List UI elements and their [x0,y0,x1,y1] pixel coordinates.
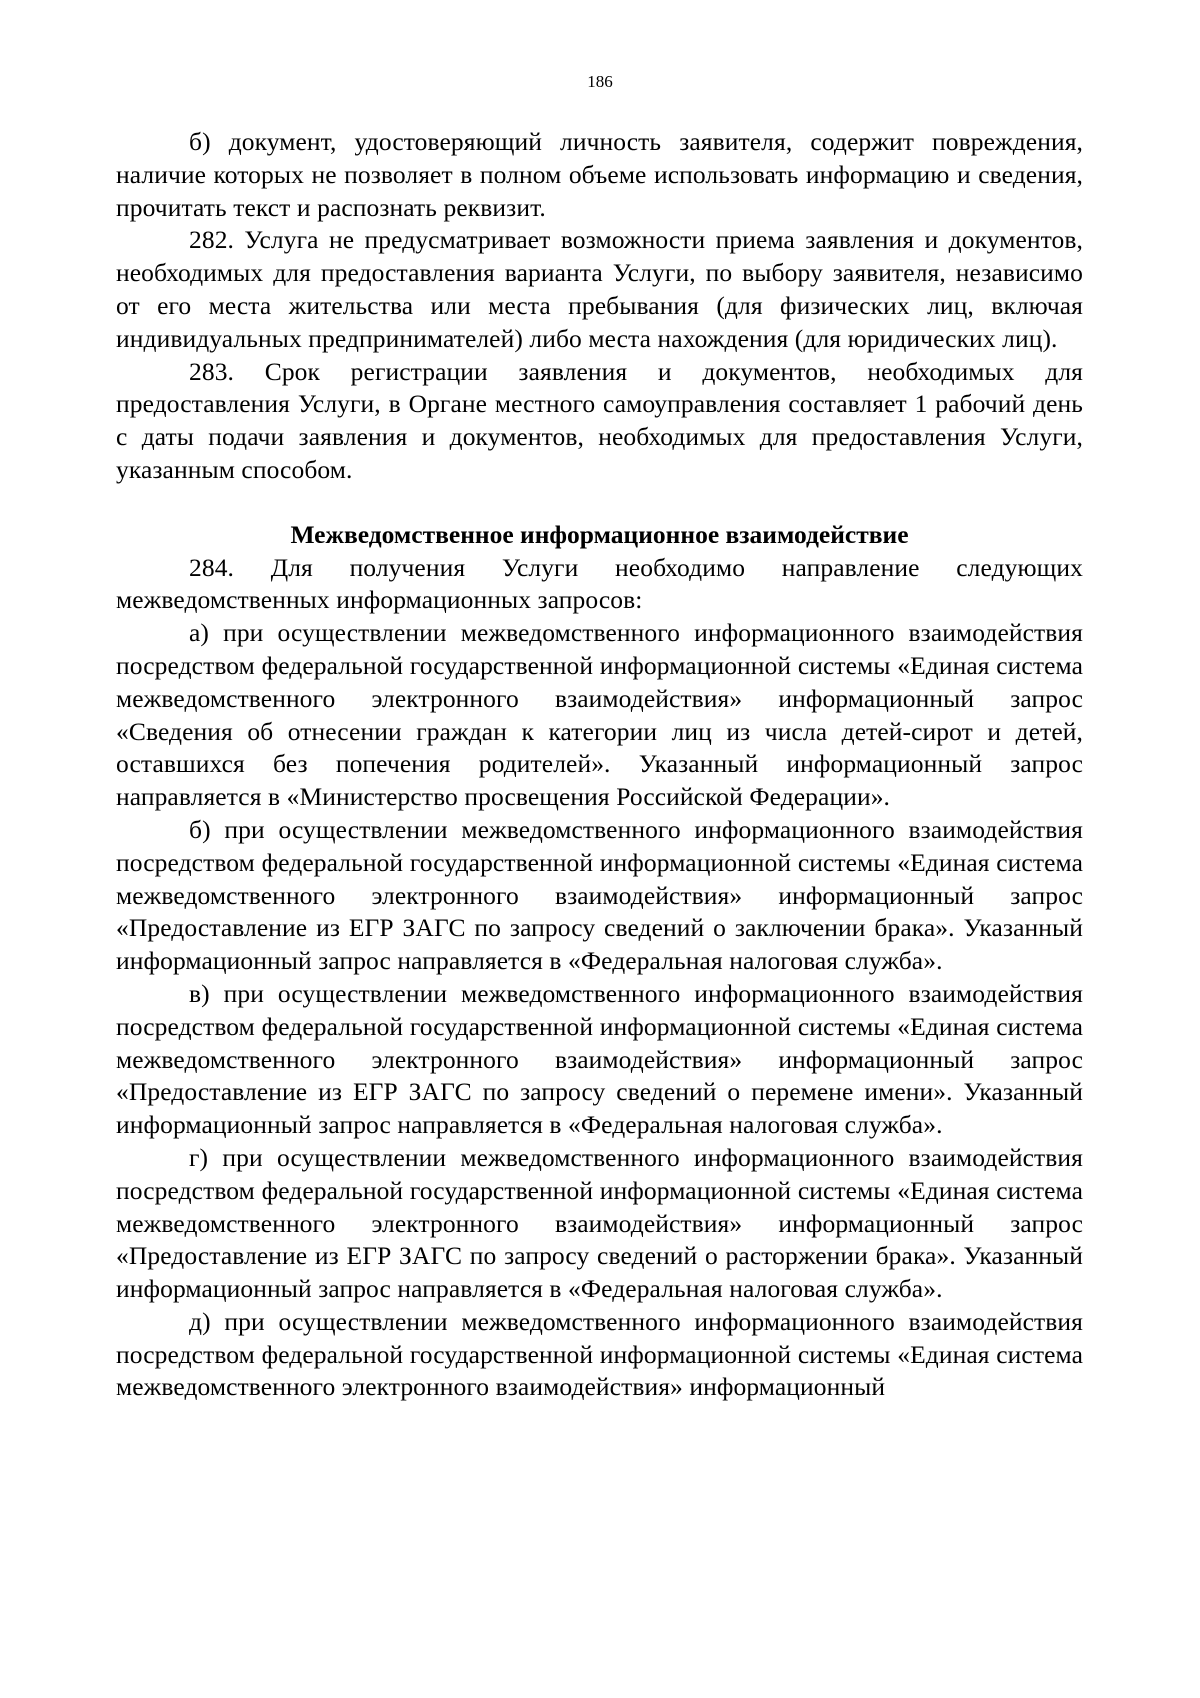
paragraph-284-a: а) при осуществлении межведомственного информационного взаимодействия посредством федеральной государственной информационной системы «Единая система межведомственного электронного взаимодействия» информационный запрос «Сведения об отнесении граждан к категории лиц из числа детей-сирот и детей, оставшихся без попечения родителей». Указанный информационный запрос направляется в «Министерство просвещения Российской Федерации». [116,618,1083,812]
paragraph-284-d: д) при осуществлении межведомственного информационного взаимодействия посредством федеральной государственной информационной системы «Единая система межведомственного электронного взаимодействия» информационный [116,1306,1083,1402]
paragraph-b-identity-document: б) документ, удостоверяющий личность заявителя, содержит повреждения, наличие которых не позволяет в полном объеме использовать информацию и сведения, прочитать текст и распознать реквизит. [116,127,1083,222]
section-heading: Межведомственное информационное взаимодействие [290,519,909,549]
paragraph-283: 283. Срок регистрации заявления и документов, необходимых для предоставления Услуги, в Органе местного самоуправления составляет 1 рабочий день с даты подачи заявления и документов, необходимых для предоставления Услуги, указанным способом. [116,356,1083,484]
paragraph-284: 284. Для получения Услуги необходимо направление следующих межведомственных информационных запросов: [116,552,1083,615]
paragraph-282: 282. Услуга не предусматривает возможности приема заявления и документов, необходимых для предоставления варианта Услуги, по выбору заявителя, независимо от его места жительства или места пребывания (для физических лиц, включая индивидуальных предпринимателей) либо места нахождения (для юридических лиц). [116,225,1083,353]
document-body [116,126,1083,1404]
page-number: 186 [587,72,613,91]
paragraph-284-g: г) при осуществлении межведомственного информационного взаимодействия посредством федеральной государственной информационной системы «Единая система межведомственного электронного взаимодействия» информационный запрос «Предоставление из ЕГР ЗАГС по запросу сведений о расторжении брака». Указанный информационный запрос направляется в «Федеральная налоговая служба». [116,1142,1083,1304]
paragraph-284-v: в) при осуществлении межведомственного информационного взаимодействия посредством федеральной государственной информационной системы «Единая система межведомственного электронного взаимодействия» информационный запрос «Предоставление из ЕГР ЗАГС по запросу сведений о перемене имени». Указанный информационный запрос направляется в «Федеральная налоговая служба». [116,978,1083,1140]
paragraph-284-b: б) при осуществлении межведомственного информационного взаимодействия посредством федеральной государственной информационной системы «Единая система межведомственного электронного взаимодействия» информационный запрос «Предоставление из ЕГР ЗАГС по запросу сведений о заключении брака». Указанный информационный запрос направляется в «Федеральная налоговая служба». [116,814,1083,976]
